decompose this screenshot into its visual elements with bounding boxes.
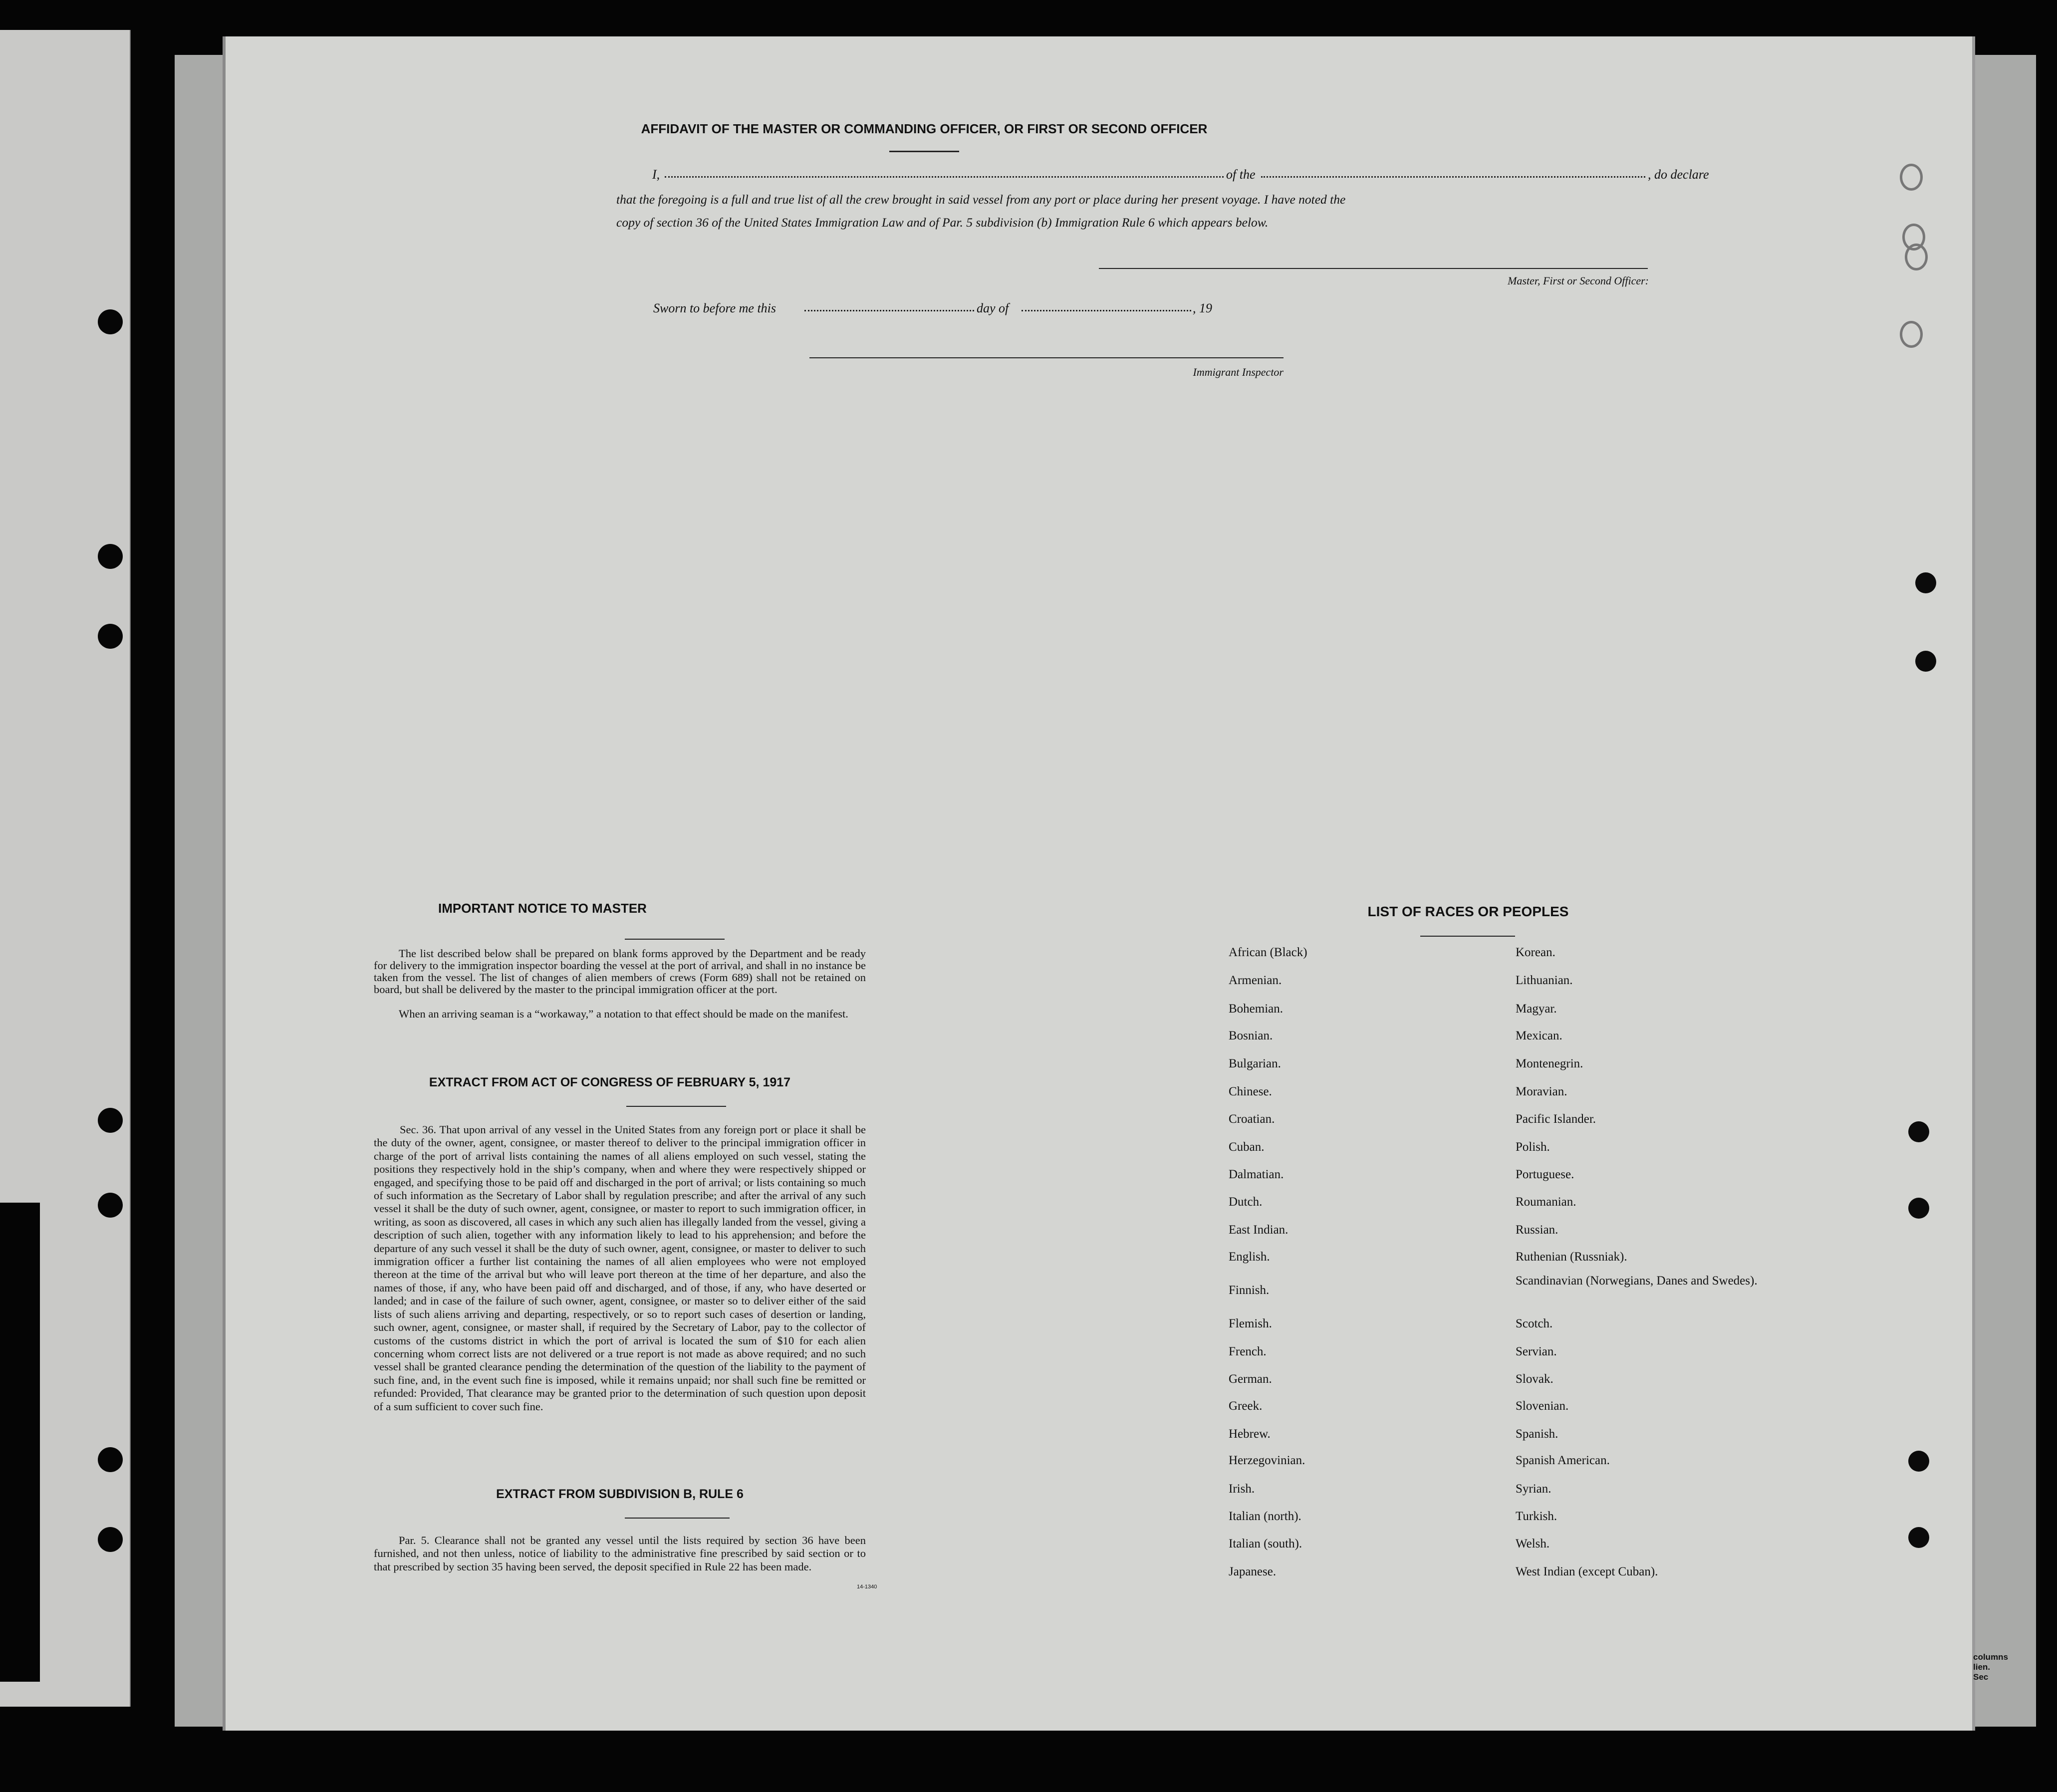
- race-item: Magyar.: [1516, 1002, 1557, 1016]
- signature-label: Master, First or Second Officer:: [1508, 274, 1649, 287]
- torn-edge: [0, 1203, 40, 1682]
- signature-line[interactable]: [1099, 268, 1648, 269]
- race-item: Lithuanian.: [1516, 974, 1573, 987]
- affidavit-line-3: copy of section 36 of the United States Immigration Law and of Par. 5 subdivision (b) Immigration Rule 6 which appears below.: [616, 215, 1269, 230]
- binder-hole: [1915, 651, 1936, 672]
- punch-hole: [98, 309, 123, 334]
- race-item: Russian.: [1516, 1223, 1558, 1237]
- name-field[interactable]: [665, 176, 1224, 178]
- manifest-page: [226, 36, 2008, 1731]
- binder-hole: [1908, 1527, 1929, 1548]
- act-rule: [626, 1106, 726, 1107]
- race-item: Scotch.: [1516, 1317, 1553, 1330]
- race-item: Polish.: [1516, 1140, 1550, 1154]
- notice-title: IMPORTANT NOTICE TO MASTER: [438, 901, 647, 916]
- sworn-month-field[interactable]: [1022, 310, 1191, 311]
- race-item: Bosnian.: [1229, 1029, 1273, 1042]
- race-item: Scandinavian (Norwegians, Danes and Swedes).: [1516, 1274, 1758, 1287]
- sworn-text-c: , 19: [1193, 301, 1212, 315]
- title-rule: [889, 151, 959, 152]
- race-item: Irish.: [1229, 1482, 1255, 1496]
- race-item: East Indian.: [1229, 1223, 1288, 1237]
- rule-rule: [625, 1518, 730, 1519]
- race-item: Greek.: [1229, 1399, 1263, 1413]
- sworn-text-a: Sworn to before me this: [653, 301, 776, 315]
- affidavit-line-1b: of the: [1226, 167, 1256, 182]
- notice-body-2: When an arriving seaman is a “workaway,” a notation to that effect should be made on the manifest.: [399, 1008, 848, 1020]
- sworn-day-field[interactable]: [804, 310, 974, 311]
- races-title: LIST OF RACES OR PEOPLES: [1367, 904, 1569, 919]
- race-item: Finnish.: [1229, 1283, 1270, 1297]
- notice-rule: [625, 939, 725, 940]
- race-item: Bulgarian.: [1229, 1057, 1281, 1070]
- race-item: Mexican.: [1516, 1029, 1562, 1042]
- print-code: 14-1340: [857, 1584, 877, 1590]
- race-item: Cuban.: [1229, 1140, 1265, 1154]
- race-item: Slovenian.: [1516, 1399, 1569, 1413]
- race-item: Syrian.: [1516, 1482, 1551, 1496]
- vessel-field[interactable]: [1261, 176, 1645, 178]
- race-item: Ruthenian (Russniak).: [1516, 1250, 1627, 1264]
- punch-hole: [98, 1447, 123, 1472]
- race-item: Italian (south).: [1229, 1537, 1302, 1550]
- binder-hole: [1905, 244, 1928, 270]
- act-section-36: Sec. 36. That upon arrival of any vessel in the United States from any foreign port or place it shall be the duty of the owner, agent, consignee, or master thereof to deliver to the principal immigration officer in charge of the port of arrival lists containing the names of all aliens employed on such vessel, stating the positions they respectively hold in the ship’s company, when and where they were respectively shipped or engaged, and specifying those to be paid off and discharged in the port of arrival; or lists containing so much of such information as the Secretary of Labor shall by regulation prescribe; and after the arrival of any such vessel it shall be the duty of such owner, agent, consignee, or master to report to such immigration officer, in writing, as soon as discovered, all cases in which any such alien has illegally landed from the vessel, giving a description of such alien, together with any information likely to lead to his apprehension; and before the departure of any such vessel it shall be the duty of such owner, agent, consignee, or master to deliver to such immigration officer a further list containing the names of all alien employees who were not employed thereon at the time of the arrival but who will leave port thereon at the time of her departure, and also the names of those, if any, who have been paid off and discharged, and of those, if any, who have deserted or landed; and in case of the failure of such owner, agent, consignee, or master so to deliver either of the said lists of such aliens arriving and departing, respectively, or so to report such cases of desertion or landing, such owner, agent, consignee, or master shall, if required by the Secretary of Labor, pay to the collector of customs of the customs district in which the port of arrival is located the sum of $10 for each alien concerning whom correct lists are not delivered or a true report is not made as above required; and no such vessel shall be granted clearance pending the determination of the question of the liability to the payment of such fine, and, in the event such fine is imposed, while it remains unpaid; nor shall such fine be remitted or refunded: Provided, That clearance may be granted prior to the determination of such question upon deposit of a sum sufficient to cover such fine.: [374, 1123, 866, 1413]
- affidavit-line-1a: I,: [652, 167, 660, 182]
- race-item: Korean.: [1516, 946, 1555, 959]
- race-item: English.: [1229, 1250, 1270, 1264]
- race-item: Portuguese.: [1516, 1168, 1574, 1181]
- binder-hole: [1908, 1121, 1929, 1142]
- race-item: Dutch.: [1229, 1195, 1263, 1209]
- race-item: Montenegrin.: [1516, 1057, 1583, 1070]
- binder-hole: [1908, 1451, 1929, 1472]
- affidavit-line-2: that the foregoing is a full and true list of all the crew brought in said vessel from any port or place during her present voyage. I have noted the: [616, 192, 1346, 207]
- punch-hole: [98, 1193, 123, 1218]
- race-item: Herzegovinian.: [1229, 1454, 1305, 1467]
- race-item: Croatian.: [1229, 1112, 1275, 1126]
- binder-hole: [1900, 321, 1923, 348]
- edge-text-1: columns: [1973, 1652, 2008, 1662]
- punch-hole: [98, 1527, 123, 1552]
- race-item: African (Black): [1229, 946, 1307, 959]
- race-item: Roumanian.: [1516, 1195, 1576, 1209]
- edge-text-2: lien. Sec: [1973, 1662, 1991, 1682]
- underlying-page-strip: [0, 30, 131, 1707]
- rule-title: EXTRACT FROM SUBDIVISION B, RULE 6: [496, 1487, 744, 1501]
- race-item: Japanese.: [1229, 1565, 1277, 1578]
- race-item: French.: [1229, 1345, 1267, 1358]
- sworn-text-b: day of: [977, 301, 1009, 315]
- race-item: Spanish.: [1516, 1427, 1558, 1441]
- race-item: Pacific Islander.: [1516, 1112, 1596, 1126]
- notice-body-1: The list described below shall be prepared on blank forms approved by the Department and be ready for delivery to the immigration inspector boarding the vessel at the port of arrival, and shall in no instance be taken from the vessel. The list of changes of alien members of crews (Form 689) shall not be retained on board, but shall be delivered by the master to the principal immigration officer at the port.: [374, 947, 866, 996]
- race-item: Spanish American.: [1516, 1454, 1610, 1467]
- race-item: Flemish.: [1229, 1317, 1272, 1330]
- race-item: Italian (north).: [1229, 1510, 1301, 1523]
- binder-hole: [1908, 1198, 1929, 1219]
- binder-hole: [1915, 572, 1936, 593]
- rule-par-5: Par. 5. Clearance shall not be granted any vessel until the lists required by section 36 have been furnished, and not then unless, notice of liability to the administrative fine prescribed by said section or to that prescribed by section 35 having been served, the deposit specified in Rule 22 has been made.: [374, 1534, 866, 1573]
- punch-hole: [98, 544, 123, 569]
- race-item: Dalmatian.: [1229, 1168, 1284, 1181]
- act-title: EXTRACT FROM ACT OF CONGRESS OF FEBRUARY 5, 1917: [429, 1075, 791, 1089]
- race-item: German.: [1229, 1372, 1272, 1386]
- race-item: Welsh.: [1516, 1537, 1550, 1550]
- race-item: Hebrew.: [1229, 1427, 1271, 1441]
- races-rule: [1420, 936, 1515, 937]
- race-item: Turkish.: [1516, 1510, 1557, 1523]
- affidavit-line-1c: , do declare: [1648, 167, 1709, 182]
- punch-hole: [98, 1108, 123, 1133]
- race-item: Moravian.: [1516, 1085, 1567, 1098]
- race-item: Bohemian.: [1229, 1002, 1284, 1016]
- race-item: Armenian.: [1229, 974, 1282, 987]
- race-item: Servian.: [1516, 1345, 1557, 1358]
- race-item: Slovak.: [1516, 1372, 1553, 1386]
- race-item: West Indian (except Cuban).: [1516, 1565, 1658, 1578]
- affidavit-title: AFFIDAVIT OF THE MASTER OR COMMANDING OFFICER, OR FIRST OR SECOND OFFICER: [641, 121, 1208, 136]
- binder-hole: [1900, 164, 1923, 191]
- punch-hole: [98, 624, 123, 649]
- inspector-label: Immigrant Inspector: [1193, 366, 1284, 378]
- inspector-signature-line[interactable]: [809, 357, 1284, 358]
- race-item: Chinese.: [1229, 1085, 1272, 1098]
